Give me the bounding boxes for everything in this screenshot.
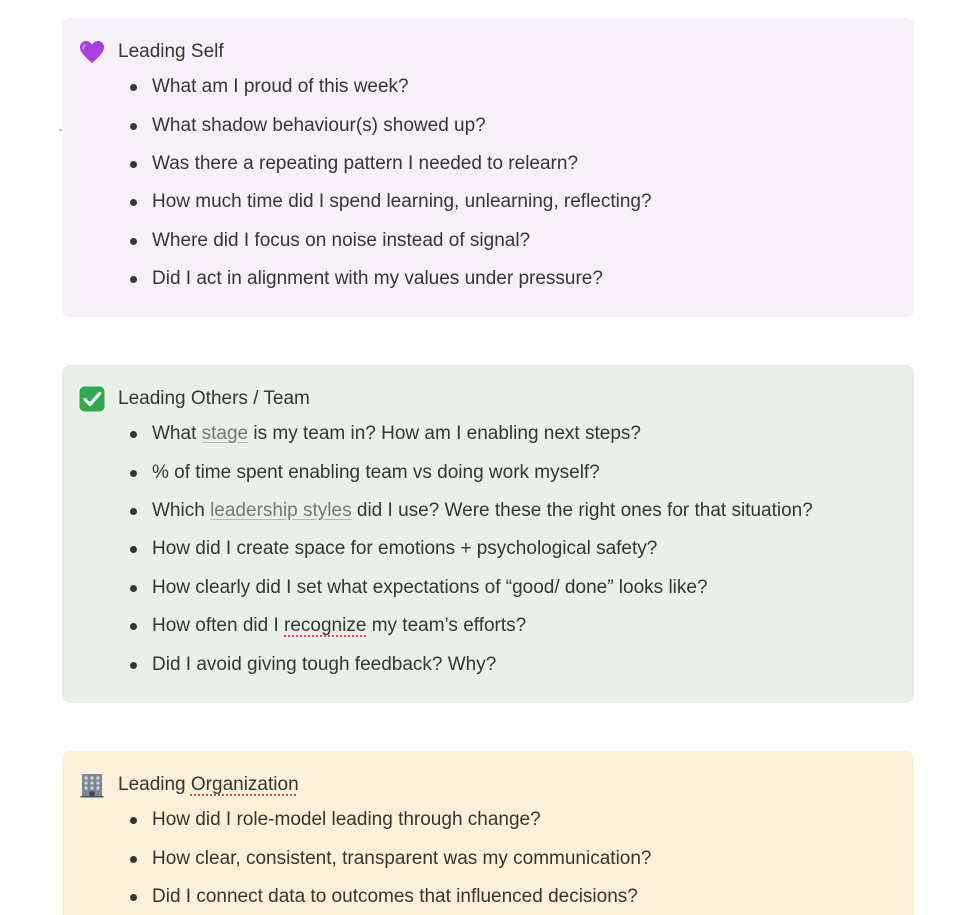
bullet-dot xyxy=(130,894,137,901)
list-item[interactable] xyxy=(78,106,898,144)
list-item[interactable] xyxy=(78,645,898,683)
list-item[interactable] xyxy=(78,492,898,530)
bullet-list xyxy=(78,68,898,298)
list-item[interactable] xyxy=(78,68,898,106)
list-item[interactable] xyxy=(78,878,898,915)
list-item-text: What shadow behaviour(s) showed up? xyxy=(152,114,486,136)
bullet-dot xyxy=(130,546,137,553)
spellcheck-flagged-word[interactable]: Organization xyxy=(190,774,299,795)
callout-title[interactable]: Leading Self xyxy=(118,41,224,62)
bullet-dot xyxy=(130,238,137,245)
list-item-text: How did I role-model leading through change? xyxy=(152,809,541,831)
bullet-dot xyxy=(130,123,137,130)
list-item-text: How clear, consistent, transparent was my communication? xyxy=(152,847,652,869)
list-item[interactable] xyxy=(78,183,898,221)
list-item-text: How often did I recognize my team’s efforts? xyxy=(152,615,527,637)
list-item-text: Was there a repeating pattern I needed to relearn? xyxy=(152,152,579,174)
callout-header xyxy=(78,769,898,801)
list-item[interactable] xyxy=(78,839,898,877)
bullet-list xyxy=(78,415,898,684)
bullet-dot xyxy=(130,276,137,283)
callout-leading-others-team[interactable] xyxy=(62,365,914,703)
spellcheck-flagged-word[interactable]: recognize xyxy=(284,615,367,637)
list-item[interactable] xyxy=(78,145,898,183)
office-building-icon[interactable] xyxy=(78,771,106,799)
list-item-text: Which leadership styles did I use? Were these the right ones for that situation? xyxy=(152,499,813,521)
list-item-text: Did I act in alignment with my values under pressure? xyxy=(152,268,603,290)
list-item[interactable] xyxy=(78,569,898,607)
bullet-dot xyxy=(130,431,137,438)
callout-leading-organization[interactable] xyxy=(62,751,914,915)
callout-title[interactable]: Leading Organization xyxy=(118,774,299,795)
list-item[interactable] xyxy=(78,607,898,645)
list-item-text: How much time did I spend learning, unlearning, reflecting? xyxy=(152,191,652,213)
list-item[interactable] xyxy=(78,415,898,453)
list-item[interactable] xyxy=(78,260,898,298)
callout-leading-self[interactable] xyxy=(62,18,914,317)
purple-heart-icon[interactable] xyxy=(78,38,106,66)
page-link-stage[interactable]: stage xyxy=(201,423,249,445)
check-mark-button-icon[interactable] xyxy=(78,385,106,413)
list-item-text: Where did I focus on noise instead of signal? xyxy=(152,229,531,251)
list-item[interactable] xyxy=(78,453,898,491)
bullet-dot xyxy=(130,470,137,477)
list-item[interactable] xyxy=(78,530,898,568)
list-item-text: Did I avoid giving tough feedback? Why? xyxy=(152,653,497,675)
bullet-list xyxy=(78,801,898,915)
page-link-leadership-styles[interactable]: leadership styles xyxy=(210,499,352,521)
bullet-dot xyxy=(130,508,137,515)
bullet-dot xyxy=(130,84,137,91)
list-item-text: Did I connect data to outcomes that influenced decisions? xyxy=(152,885,638,907)
list-item-text: How did I create space for emotions + psychological safety? xyxy=(152,538,658,560)
list-item[interactable] xyxy=(78,222,898,260)
bullet-dot xyxy=(130,623,137,630)
bullet-dot xyxy=(130,856,137,863)
bullet-dot xyxy=(130,585,137,592)
bullet-dot xyxy=(130,662,137,669)
list-item[interactable] xyxy=(78,801,898,839)
list-item-text: What stage is my team in? How am I enabling next steps? xyxy=(152,423,641,445)
list-item-text: % of time spent enabling team vs doing work myself? xyxy=(152,461,600,483)
callout-header xyxy=(78,383,898,415)
list-item-text: How clearly did I set what expectations of “good/ done” looks like? xyxy=(152,576,708,598)
bullet-dot xyxy=(130,817,137,824)
bullet-dot xyxy=(130,199,137,206)
callout-title[interactable]: Leading Others / Team xyxy=(118,388,310,409)
bullet-dot xyxy=(130,161,137,168)
list-item-text: What am I proud of this week? xyxy=(152,76,409,98)
callout-header xyxy=(78,36,898,68)
